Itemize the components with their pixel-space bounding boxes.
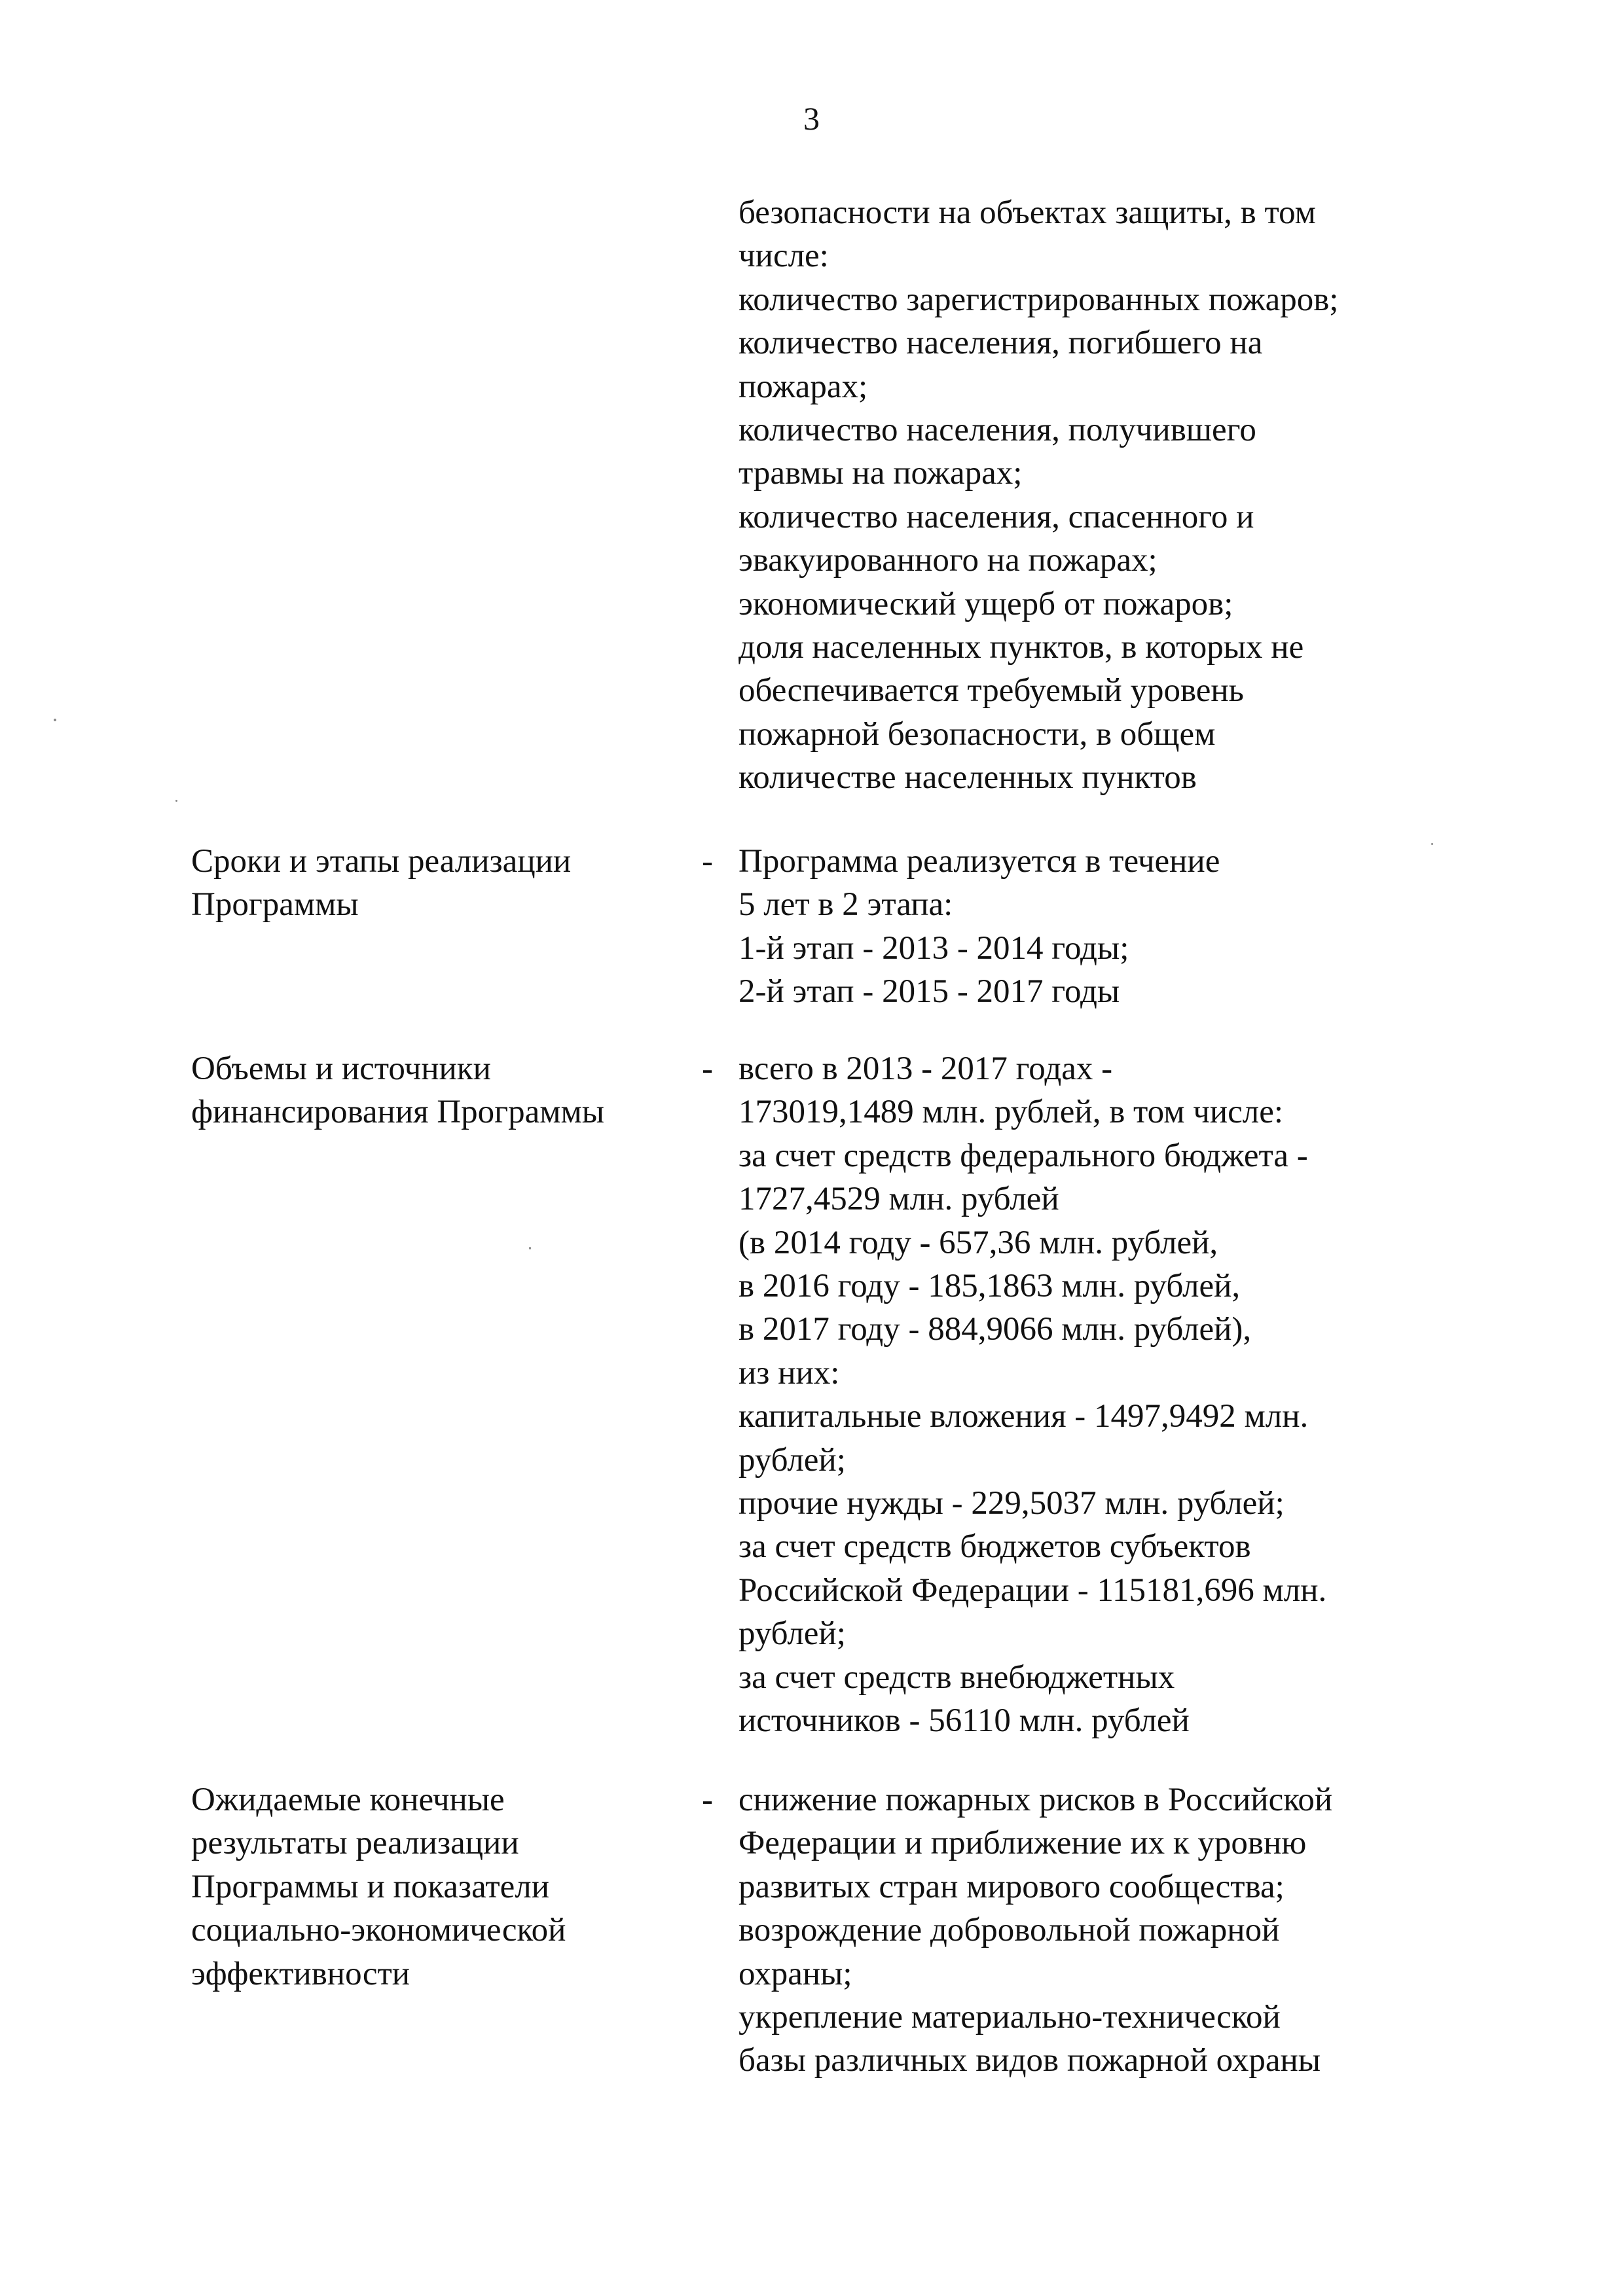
value-line: источников - 56110 млн. рублей bbox=[739, 1702, 1190, 1740]
label-line: Программы и показатели bbox=[191, 1868, 550, 1905]
text-line: количество населения, погибшего на bbox=[739, 325, 1263, 362]
text-line: количество населения, получившего bbox=[739, 412, 1256, 449]
separator-dash: - bbox=[702, 843, 713, 880]
value-line: Федерации и приближение их к уровню bbox=[739, 1825, 1307, 1862]
scan-speck bbox=[54, 719, 56, 721]
value-line: за счет средств бюджетов субъектов bbox=[739, 1528, 1251, 1566]
value-line: охраны; bbox=[739, 1955, 852, 1992]
text-line: пожарах; bbox=[739, 368, 868, 405]
value-line: Российской Федерации - 115181,696 млн. bbox=[739, 1571, 1327, 1609]
label-line: Ожидаемые конечные bbox=[191, 1782, 505, 1818]
label-line: финансирования Программы bbox=[191, 1094, 605, 1131]
section-value bbox=[739, 1778, 1491, 2083]
scan-speck bbox=[175, 800, 177, 802]
value-line: всего в 2013 - 2017 годах - bbox=[739, 1050, 1113, 1087]
text-line: травмы на пожарах; bbox=[739, 455, 1023, 492]
value-line: возрождение добровольной пожарной bbox=[739, 1912, 1280, 1949]
text-line: пожарной безопасности, в общем bbox=[739, 715, 1216, 753]
value-line: за счет средств внебюджетных bbox=[739, 1659, 1175, 1696]
label-line: эффективности bbox=[191, 1955, 410, 1992]
value-line: 2-й этап - 2015 - 2017 годы bbox=[739, 973, 1120, 1011]
value-line: капитальные вложения - 1497,9492 млн. bbox=[739, 1398, 1309, 1435]
value-line: за счет средств федерального бюджета - bbox=[739, 1137, 1308, 1174]
value-line: в 2017 году - 884,9066 млн. рублей), bbox=[739, 1311, 1252, 1348]
text-line: безопасности на объектах защиты, в том bbox=[739, 194, 1316, 231]
page-number: 3 bbox=[803, 100, 820, 137]
label-line: Объемы и источники bbox=[191, 1050, 491, 1087]
value-line: базы различных видов пожарной охраны bbox=[739, 2042, 1321, 2079]
value-line: снижение пожарных рисков в Российской bbox=[739, 1782, 1333, 1818]
scan-speck bbox=[1431, 843, 1433, 845]
text-line: количество населения, спасенного и bbox=[739, 498, 1254, 535]
text-line: количестве населенных пунктов bbox=[739, 759, 1197, 797]
text-line: экономический ущерб от пожаров; bbox=[739, 585, 1233, 622]
section-value bbox=[739, 1047, 1491, 1743]
value-line: 5 лет в 2 этапа: bbox=[739, 886, 953, 924]
value-line: 173019,1489 млн. рублей, в том числе: bbox=[739, 1094, 1284, 1131]
value-line: 1-й этап - 2013 - 2014 годы; bbox=[739, 929, 1129, 967]
value-line: рублей; bbox=[739, 1615, 846, 1653]
text-line: эвакуированного на пожарах; bbox=[739, 542, 1158, 579]
continuation-text bbox=[739, 191, 1491, 800]
scan-speck bbox=[529, 1247, 531, 1249]
label-line: социально-экономической bbox=[191, 1912, 566, 1949]
text-line: обеспечивается требуемый уровень bbox=[739, 672, 1244, 709]
section-value bbox=[739, 840, 1491, 1014]
value-line: в 2016 году - 185,1863 млн. рублей, bbox=[739, 1268, 1241, 1305]
section-label bbox=[191, 840, 689, 927]
value-line: из них: bbox=[739, 1354, 840, 1391]
separator-dash: - bbox=[702, 1050, 713, 1087]
label-line: Сроки и этапы реализации bbox=[191, 843, 572, 880]
value-line: рублей; bbox=[739, 1441, 846, 1479]
section-label bbox=[191, 1778, 689, 1996]
value-line: развитых стран мирового сообщества; bbox=[739, 1868, 1285, 1905]
value-line: (в 2014 году - 657,36 млн. рублей, bbox=[739, 1224, 1218, 1261]
value-line: укрепление материально-технической bbox=[739, 1999, 1281, 2036]
section-label bbox=[191, 1047, 689, 1134]
label-line: Программы bbox=[191, 886, 359, 924]
label-line: результаты реализации bbox=[191, 1825, 519, 1862]
value-line: Программа реализуется в течение bbox=[739, 843, 1220, 880]
text-line: доля населенных пунктов, в которых не bbox=[739, 629, 1304, 666]
text-line: количество зарегистрированных пожаров; bbox=[739, 281, 1339, 318]
separator-dash: - bbox=[702, 1782, 713, 1818]
value-line: прочие нужды - 229,5037 млн. рублей; bbox=[739, 1485, 1285, 1522]
text-line: числе: bbox=[739, 238, 829, 275]
value-line: 1727,4529 млн. рублей bbox=[739, 1181, 1059, 1218]
